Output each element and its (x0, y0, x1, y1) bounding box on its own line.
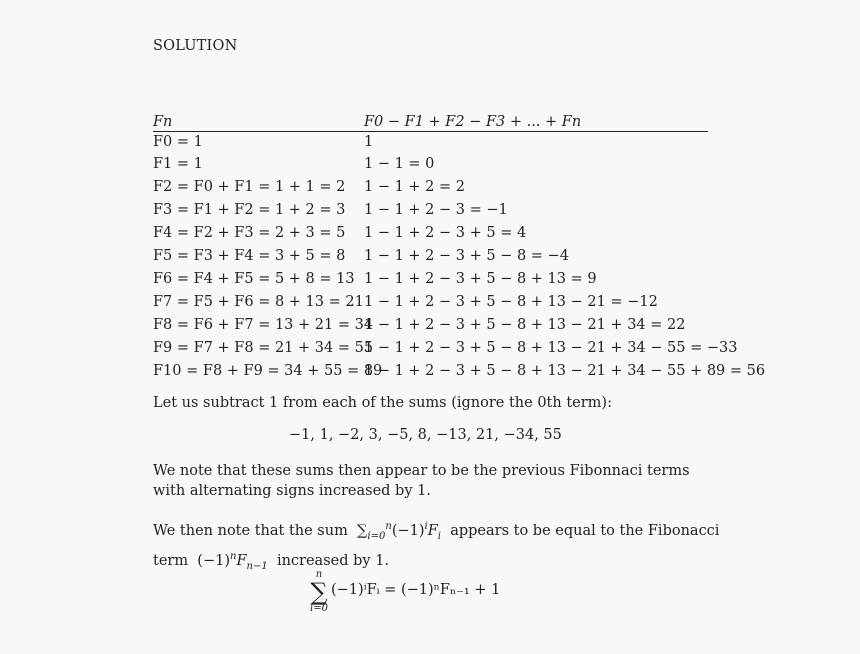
paragraph-line: with alternating signs increased by 1. (153, 483, 431, 499)
text-span: We then note that the sum (153, 522, 348, 539)
fib-definition-cell: F3 = F1 + F2 = 1 + 2 = 3 (153, 201, 346, 218)
inline-term-formula: $(-1)^nF_{n-1}$ (192, 550, 268, 572)
alternating-sum-cell: 1 − 1 + 2 − 3 + 5 − 8 + 13 − 21 + 34 − 55 + 89 = 56 (364, 362, 766, 379)
fib-definition-cell: F4 = F2 + F3 = 2 + 3 = 5 (153, 224, 346, 241)
sequence-display: −1, 1, −2, 3, −5, 8, −13, 21, −34, 55 (289, 427, 562, 443)
sum-lower-limit: i=0 (310, 603, 328, 614)
table-row (153, 198, 708, 221)
sum-upper-limit: n (315, 569, 323, 580)
fib-definition-cell: F2 = F0 + F1 = 1 + 1 = 2 (153, 178, 346, 195)
header-alternating-sum: F0 − F1 + F2 − F3 + ... + Fn (364, 114, 582, 130)
alternating-sum-cell: 1 − 1 + 2 − 3 + 5 − 8 = −4 (364, 247, 569, 264)
fib-definition-cell: F6 = F4 + F5 = 5 + 8 = 13 (153, 270, 355, 287)
inline-sum-formula: $\sum_{i=0}^n(-1)^iF_i$ (352, 521, 441, 542)
alternating-sum-cell: 1 − 1 + 2 − 3 + 5 = 4 (364, 224, 527, 241)
fib-definition-cell: F5 = F3 + F4 = 3 + 5 = 8 (153, 247, 346, 264)
alternating-sum-cell: 1 − 1 + 2 − 3 + 5 − 8 + 13 − 21 = −12 (364, 293, 658, 310)
table-row (153, 221, 708, 244)
paragraph-subtract: Let us subtract 1 from each of the sums (ignore the 0th term): (153, 395, 612, 411)
sigma-icon: ∑ (310, 578, 328, 606)
text-span: increased by 1. (276, 552, 390, 569)
text-span: appears to be equal to the Fibonacci (450, 522, 720, 539)
paragraph-line: We note that these sums then appear to be the previous Fibonnaci terms (153, 463, 690, 479)
table-row (153, 244, 708, 267)
paragraph-line (153, 547, 719, 577)
alternating-sum-cell: 1 − 1 + 2 − 3 + 5 − 8 + 13 − 21 + 34 = 22 (364, 316, 686, 333)
alternating-sum-cell: 1 (364, 134, 374, 150)
header-fn: Fn (153, 114, 173, 130)
table-row (153, 175, 708, 198)
table-row (153, 132, 708, 152)
paragraph-previous-terms (153, 461, 690, 501)
summation-symbol (305, 570, 333, 614)
alternating-sum-cell: 1 − 1 + 2 − 3 + 5 − 8 + 13 − 21 + 34 − 55 = −33 (364, 339, 738, 356)
alternating-sum-cell: 1 − 1 + 2 = 2 (364, 178, 466, 195)
paragraph-line (153, 517, 719, 547)
fib-definition-cell: F9 = F7 + F8 = 21 + 34 = 55 (153, 339, 374, 356)
table-row (153, 313, 708, 336)
alternating-sum-cell: 1 − 1 + 2 − 3 + 5 − 8 + 13 = 9 (364, 270, 597, 287)
fib-definition-cell: F10 = F8 + F9 = 34 + 55 = 89 (153, 362, 383, 379)
paragraph-sum-conjecture (153, 517, 719, 576)
table-row (153, 152, 708, 175)
table-header (153, 110, 708, 132)
table-row (153, 267, 708, 290)
text-span: term (153, 552, 189, 569)
table-row (153, 359, 766, 382)
fib-definition-cell: F0 = 1 (153, 134, 203, 150)
table-row (153, 336, 738, 359)
alternating-sum-cell: 1 − 1 + 2 − 3 = −1 (364, 201, 508, 218)
fib-definition-cell: F8 = F6 + F7 = 13 + 21 = 34 (153, 316, 374, 333)
table-body (153, 132, 766, 382)
display-formula-rhs: (−1)ⁱFᵢ = (−1)ⁿFₙ₋₁ + 1 (331, 582, 501, 598)
alternating-sum-cell: 1 − 1 = 0 (364, 155, 435, 172)
fib-definition-cell: F1 = 1 (153, 155, 203, 172)
fib-definition-cell: F7 = F5 + F6 = 8 + 13 = 21 (153, 293, 364, 310)
table-row (153, 290, 708, 313)
fibonacci-table (153, 110, 766, 382)
solution-heading: SOLUTION (153, 38, 238, 54)
